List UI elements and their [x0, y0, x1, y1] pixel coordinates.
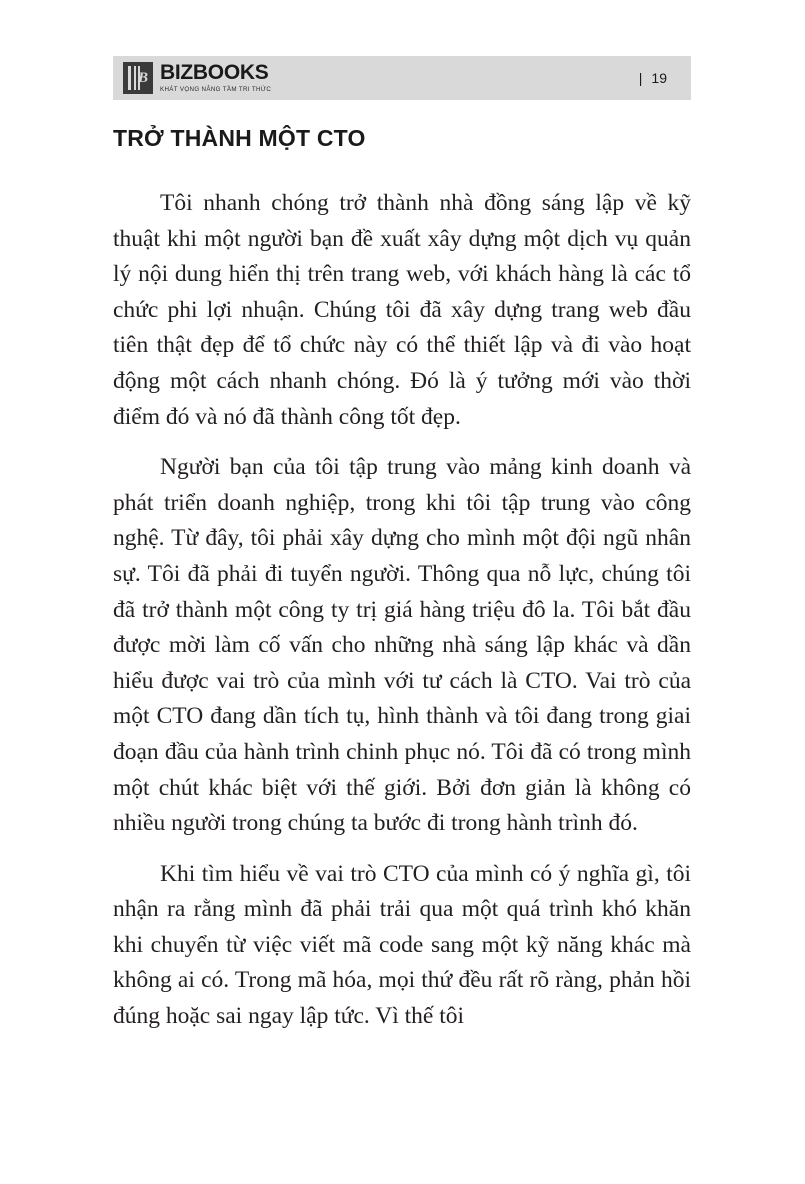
brand-title: BIZBOOKS — [160, 61, 269, 84]
brand-monogram: B — [137, 70, 148, 86]
brand-text — [160, 62, 271, 94]
body-paragraph: Người bạn của tôi tập trung vào mảng kinh doanh và phát triển doanh nghiệp, trong khi tôi tập trung vào công nghệ. Từ đây, tôi phải xây dựng cho mình một đội ngũ nhân sự. Tôi đã phải đi tuyển người. Thông qua nỗ lực, chúng tôi đã trở thành một công ty trị giá hàng triệu đô la. Tôi bắt đầu được mời làm cố vấn cho những nhà sáng lập khác và dần hiểu được vai trò của mình với tư cách là CTO. Vai trò của một CTO đang dần tích tụ, hình thành và tôi đang trong giai đoạn đầu của hành trình chinh phục nó. Tôi đã có trong mình một chút khác biệt với thế giới. Bởi đơn giản là không có nhiều người trong chúng ta bước đi trong hành trình đó. — [113, 454, 691, 837]
body-paragraph: Khi tìm hiểu về vai trò CTO của mình có ý nghĩa gì, tôi nhận ra rằng mình đã phải trải qua một quá trình khó khăn khi chuyển từ việc viết mã code sang một kỹ năng khác mà không ai có. Trong mã hóa, mọi thứ đều rất rõ ràng, phản hồi đúng hoặc sai ngay lập tức. Vì thế tôi — [113, 860, 691, 1030]
page-number: 19 — [651, 70, 667, 86]
folio-separator: | — [638, 70, 643, 86]
folio — [639, 70, 691, 86]
brand-tagline: KHÁT VỌNG NÂNG TẦM TRI THỨC — [160, 86, 272, 93]
book-icon — [123, 62, 153, 94]
page-content — [113, 125, 691, 1035]
page-title: TRỞ THÀNH MỘT CTO — [113, 125, 366, 151]
page-header — [113, 56, 691, 100]
body-paragraph: Tôi nhanh chóng trở thành nhà đồng sáng lập về kỹ thuật khi một người bạn đề xuất xây dựng một dịch vụ quản lý nội dung hiển thị trên trang web, với khách hàng là các tổ chức phi lợi nhuận. Chúng tôi đã xây dựng trang web đầu tiên thật đẹp để tổ chức này có thể thiết lập và đi vào hoạt động một cách nhanh chóng. Đó là ý tưởng mới vào thời điểm đó và nó đã thành công tốt đẹp. — [113, 190, 691, 430]
bizbooks-logo — [113, 62, 271, 94]
